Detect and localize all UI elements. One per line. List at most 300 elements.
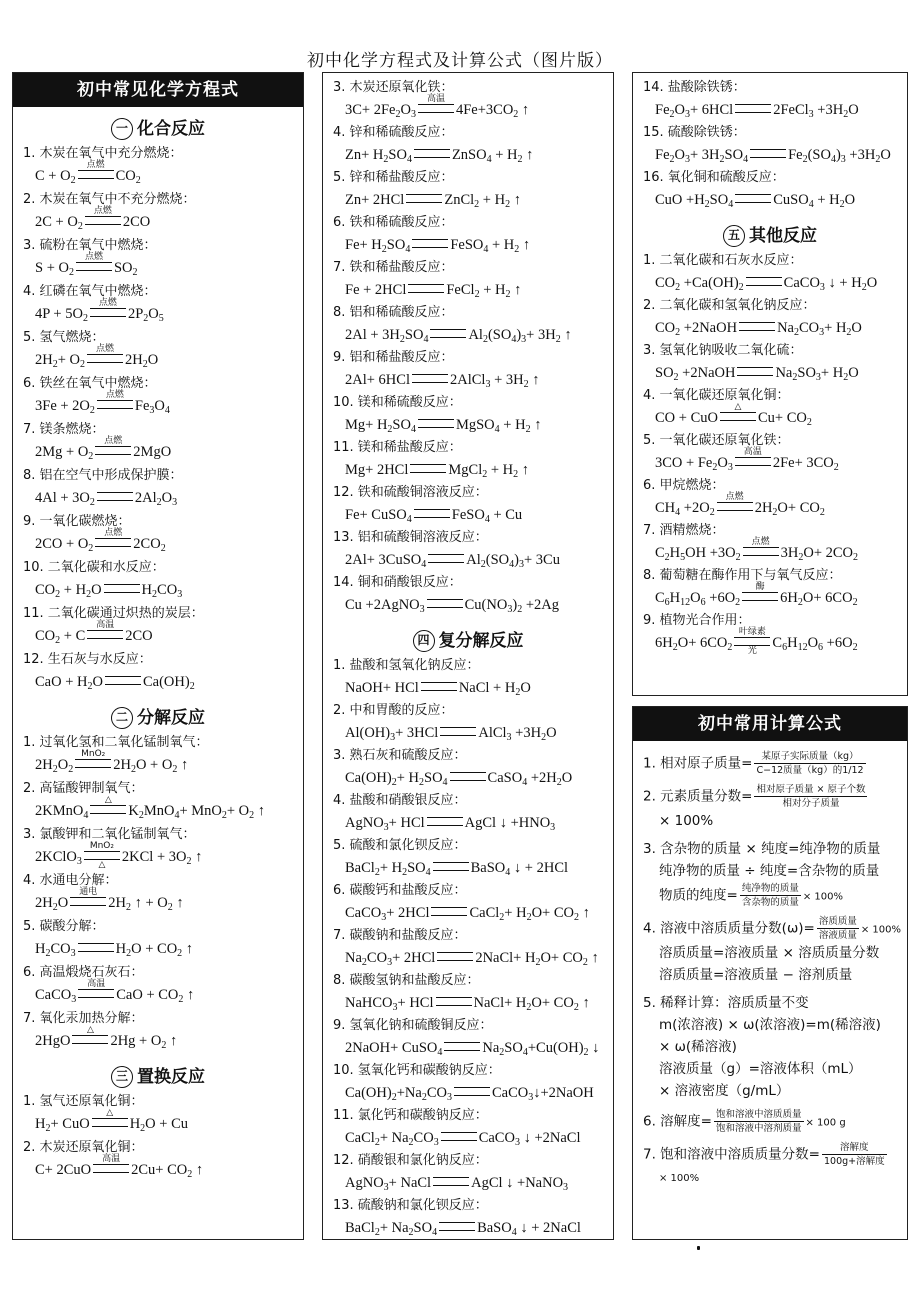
subscript: 2: [80, 359, 86, 370]
formula-list: [633, 741, 907, 1193]
subscript: 3: [514, 1137, 520, 1148]
reaction-item: [13, 605, 303, 650]
reaction-title: 9. 一氧化碳燃烧：: [23, 514, 131, 529]
fraction-denominator: 饱和溶液中溶剂质量: [715, 1123, 802, 1134]
reaction-item: [13, 283, 303, 328]
reaction-title: 4. 盐酸和硝酸银反应：: [333, 793, 467, 808]
subscript: 2: [374, 1137, 380, 1148]
reaction-equation: $CO_2 +Ca(OH)_2$ CaCO$_3$ ↓ + $H_2O$: [655, 275, 878, 293]
subscript: 3: [381, 912, 387, 923]
reaction-equation: $3Fe + 2O_2$ 点燃 $Fe_3O_4$: [35, 390, 170, 416]
reaction-item: [323, 259, 613, 304]
reaction-title: 4. 一氧化碳还原氧化铜：: [643, 388, 790, 403]
subscript: 2: [374, 867, 380, 878]
formula-solubility: [633, 1105, 907, 1138]
subscript: 2: [517, 154, 523, 165]
subscript: 2: [517, 604, 523, 615]
reaction-condition: △: [86, 1025, 94, 1035]
subscript: 4: [483, 244, 489, 255]
formula-tail: × 100%: [860, 924, 901, 936]
reaction-item: [323, 882, 613, 927]
reaction-title: 6. 铁和稀硫酸反应：: [333, 215, 454, 230]
formula-purity: [633, 835, 907, 912]
reaction-equation: CaO + $H_2O$ $Ca(OH)_2$: [35, 674, 195, 692]
reaction-item: [633, 522, 907, 567]
reaction-title: 10. 氢氧化钙和碳酸钠反应：: [333, 1063, 501, 1078]
subscript: 2: [798, 552, 804, 563]
equals-sign: [76, 252, 112, 271]
reaction-equation: 2KClO$_3$ MnO₂ △ $2KCl + 3O_2$ ↑: [35, 841, 203, 870]
reaction-item: [13, 559, 303, 604]
subscript: 2: [735, 597, 741, 608]
subscript: 2: [221, 810, 227, 821]
reaction-condition: 点燃: [104, 528, 123, 538]
reaction-equation: $C + O_2$ 点燃 $CO_2$: [35, 160, 141, 186]
reaction-equation: $2Al + 3H_2SO_4$ $Al_2(SO_4)_3+ 3H_2$ ↑: [345, 327, 572, 345]
stray-mark: [697, 1246, 700, 1250]
subscript: 2: [514, 244, 520, 255]
subscript: 3: [528, 1092, 534, 1103]
subscript: 5: [158, 313, 164, 324]
fraction-denominator: 溶液质量: [818, 930, 857, 941]
reaction-item: [13, 1010, 303, 1055]
equals-sign: [430, 329, 466, 338]
reaction-condition: △: [734, 402, 742, 412]
reaction-item: [633, 612, 907, 657]
equals-sign: [717, 492, 753, 511]
reaction-item: [13, 780, 303, 825]
reaction-item: [13, 918, 303, 963]
subscript: 4: [522, 1047, 528, 1058]
reaction-equation: Mg+ 2HCl MgCl$_2$ + $H_2$ ↑: [345, 462, 529, 480]
reaction-item: [13, 145, 303, 190]
equals-sign: [410, 464, 446, 473]
equals-sign: [450, 772, 486, 781]
column-right-top: [632, 72, 908, 696]
subscript: 2: [793, 327, 799, 338]
reaction-item: [323, 394, 613, 439]
formula-line: 3. 含杂物的质量 × 纯度=纯净物的质量: [643, 841, 881, 857]
formula-tail: × 100%: [659, 813, 714, 829]
subscript: 2: [505, 199, 511, 210]
subscript: 4: [743, 154, 749, 165]
subscript: 2: [178, 994, 184, 1005]
equals-sign: [739, 322, 775, 331]
subscript: 3: [840, 154, 846, 165]
reaction-equation: $Fe_2O_3+ 6HCl$ 2FeCl$_3$ $+3H_2O$: [655, 102, 859, 120]
subscript: 2: [719, 154, 725, 165]
column-right-formulas: [632, 706, 908, 1240]
reaction-equation: CaCO$_3$+ 2HCl CaCl$_2$+ $H_2O+ CO_2$ ↑: [345, 905, 590, 923]
reaction-title: 4. 水通电分解：: [23, 873, 118, 888]
subscript: 2: [482, 469, 488, 480]
reaction-item: [13, 1139, 303, 1184]
subscript: 3: [815, 372, 821, 383]
formula-line: 纯净物的质量 ÷ 纯度=含杂物的质量: [659, 863, 880, 879]
formula-relative-atomic-mass: [633, 747, 907, 780]
subscript: 3: [485, 379, 491, 390]
reaction-title: 10. 镁和稀硫酸反应：: [333, 395, 462, 410]
reaction-equation: $Fe_2O_3+ 3H_2SO_4$ $Fe_2(SO_4)_3 +3H_2O$: [655, 147, 891, 165]
reaction-equation: $Fe+ H_2SO_4$ FeSO$_4$ + $H_2$ ↑: [345, 237, 531, 255]
section-heading: [633, 221, 907, 247]
subscript: 4: [423, 334, 429, 345]
equals-sign: [75, 749, 111, 768]
reaction-title: 6. 高温煅烧石灰石：: [23, 965, 144, 980]
reaction-item: [633, 342, 907, 387]
reaction-equation: $H_2CO_3$ $H_2O + CO_2$ ↑: [35, 941, 194, 959]
subscript: 2: [525, 424, 531, 435]
reaction-title: 4. 红磷在氧气中燃烧：: [23, 284, 157, 299]
subscript: 6: [700, 597, 706, 608]
formula-tail: × 100 g: [805, 1117, 846, 1129]
section-heading: [13, 114, 303, 140]
subscript: 3: [550, 822, 556, 833]
subscript: 3: [684, 109, 690, 120]
reaction-title: 9. 铝和稀盐酸反应：: [333, 350, 454, 365]
equals-sign: [87, 344, 123, 363]
equals-sign: [743, 537, 779, 556]
subscript: 2: [399, 334, 405, 345]
reaction-equation: $CH_4 +2O_2$ 点燃 $2H_2O+ CO_2$: [655, 492, 825, 518]
subscript: 2: [391, 1092, 397, 1103]
subscript: 3: [410, 109, 416, 120]
subscript: 2: [738, 282, 744, 293]
reaction-title: 5. 硫酸和氯化钡反应：: [333, 838, 467, 853]
section-heading: [13, 703, 303, 729]
fraction-denominator: 100g+溶解度: [823, 1156, 885, 1167]
subscript: 2: [802, 154, 808, 165]
reaction-item: [323, 1062, 613, 1107]
reaction-equation: $3CO + Fe_2O_3$ 高温 $2Fe+ 3CO_2$: [655, 447, 839, 473]
subscript: 2: [381, 244, 387, 255]
subscript: 2: [541, 732, 547, 743]
subscript: 4: [509, 559, 515, 570]
subscript: 2: [573, 1002, 579, 1013]
subscript: 3: [149, 405, 155, 416]
equals-sign: [737, 367, 773, 376]
formula-tail: × 100%: [802, 891, 843, 903]
reaction-item: [13, 191, 303, 236]
formula-label: 7. 饱和溶液中溶质质量分数=: [643, 1146, 820, 1163]
reaction-item: [13, 467, 303, 512]
reaction-equation: $2H_2O$ 通电 $2H_2$ ↑ + $O_2$ ↑: [35, 887, 184, 913]
subscript: 2: [669, 154, 675, 165]
reaction-equation: $2CO + O_2$ 点燃 $2CO_2$: [35, 528, 166, 554]
subscript: 3: [71, 994, 77, 1005]
reaction-item: [323, 349, 613, 394]
reaction-equation: $H_2+$ CuO △ $H_2O + Cu$: [35, 1108, 188, 1134]
subscript: 2: [672, 642, 678, 653]
reaction-title: 13. 硫酸钠和氯化钡反应：: [333, 1198, 488, 1213]
fraction-denominator: 含杂物的质量: [741, 897, 799, 908]
formula-line: 溶质质量=溶液质量 × 溶质质量分数: [659, 945, 880, 961]
equals-sign: [421, 682, 457, 691]
subscript: 2: [839, 199, 845, 210]
reaction-equation: $C_6H_{12}O_6 +6O_2$ 酶 $6H_2O+ 6CO_2$: [655, 582, 858, 608]
reaction-condition: 高温: [426, 94, 445, 104]
fraction-denominator: C−12质量（kg）的1/12: [756, 765, 864, 776]
reaction-condition: 点燃: [96, 344, 115, 354]
reaction-item: [323, 657, 613, 702]
reaction-item: [323, 304, 613, 349]
subscript: 2: [361, 957, 367, 968]
reaction-condition: 点燃: [98, 298, 117, 308]
reaction-equation: 2Al+ 3CuSO$_4$ $Al_2(SO_4)_3+ 3Cu$: [345, 552, 560, 570]
reaction-title: 3. 氯酸钾和二氧化锰制氧气：: [23, 827, 196, 842]
equals-sign: [735, 447, 771, 466]
subscript: 3: [383, 1182, 389, 1193]
subscript: 2: [555, 334, 561, 345]
reaction-title: 2. 高锰酸钾制氧气：: [23, 781, 144, 796]
fraction-numerator: 饱和溶液中溶质质量: [715, 1109, 802, 1120]
page-title: 初中化学方程式及计算公式（图片版）: [307, 51, 613, 71]
equals-sign: [90, 795, 126, 814]
formula-dilution: [633, 989, 907, 1105]
subscript: 3: [684, 154, 690, 165]
subscript: 2: [45, 948, 51, 959]
reaction-equation: BaCl$_2$+ $H_2SO_4$ BaSO$_4$ ↓ + 2HCl: [345, 860, 569, 878]
reaction-title: 8. 铝和稀硫酸反应：: [333, 305, 454, 320]
subscript: 2: [189, 681, 195, 692]
subscript: 2: [582, 957, 588, 968]
subscript: 2: [88, 543, 94, 554]
reaction-item: [323, 1107, 613, 1152]
fraction-numerator: 溶解度: [822, 1141, 887, 1155]
subscript: 3: [808, 109, 814, 120]
subscript: 4: [421, 559, 427, 570]
formula-tail: × 100%: [659, 1173, 700, 1184]
subscript: 2: [712, 462, 718, 473]
reaction-equation: $2C + O_2$ 点燃 2CO: [35, 206, 151, 232]
formula-label: 6. 溶解度=: [643, 1113, 712, 1130]
subscript: 2: [77, 221, 83, 232]
reaction-item: [633, 432, 907, 477]
reaction-condition: MnO₂: [81, 749, 106, 759]
subscript: 3: [392, 1002, 398, 1013]
subscript: 2: [852, 597, 858, 608]
subscript: 4: [432, 1227, 438, 1238]
subscript: 2: [875, 154, 881, 165]
subscript: 2: [167, 902, 173, 913]
reaction-title: 1. 二氧化碳和石灰水反应：: [643, 253, 803, 268]
reaction-title: 7. 氧化汞加热分解：: [23, 1011, 144, 1026]
equals-sign: [742, 582, 778, 601]
subscript: 2: [52, 764, 58, 775]
subscript: 4: [675, 507, 681, 518]
reaction-item: [13, 513, 303, 558]
reaction-equation: BaCl$_2$+ $Na_2SO_4$ BaSO$_4$ ↓ + 2NaCl: [345, 1220, 581, 1238]
reaction-equation: $C_2H_5OH +3O_2$ 点燃 $3H_2O+ 2CO_2$: [655, 537, 859, 563]
subscript: 2: [797, 597, 803, 608]
subscript: 3: [390, 732, 396, 743]
subscript: 2: [419, 777, 424, 788]
subscript: 2: [391, 777, 397, 788]
equals-sign: [436, 997, 472, 1006]
equals-sign: [93, 1154, 129, 1173]
equals-sign: [444, 1042, 480, 1051]
reaction-item: [13, 375, 303, 420]
reaction-title: 2. 木炭在氧气中不充分燃烧：: [23, 192, 196, 207]
subscript: 3: [727, 462, 733, 473]
equation-list-left: [13, 114, 303, 1184]
reaction-title: 12. 生石灰与水反应：: [23, 652, 152, 667]
equals-sign: [414, 149, 450, 158]
reaction-condition: 点燃: [104, 436, 123, 446]
reaction-title: 1. 过氧化氢和二氧化锰制氧气：: [23, 735, 209, 750]
reaction-condition: △: [104, 795, 112, 805]
reaction-item: [13, 421, 303, 466]
column-left: [12, 72, 304, 1240]
subscript: 2: [556, 777, 562, 788]
subscript: 2: [499, 912, 505, 923]
reaction-equation: NaHCO$_3$+ HCl NaCl+ $H_2O+ CO_2$ ↑: [345, 995, 590, 1013]
subscript: 2: [526, 1002, 532, 1013]
reaction-equation: $SO_2$ +2NaOH $Na_2SO_3+ H_2O$: [655, 365, 859, 383]
subscript: 2: [125, 902, 131, 913]
subscript: 2: [408, 1137, 414, 1148]
reaction-item: [13, 826, 303, 871]
equals-sign: [750, 149, 786, 158]
equals-sign: [90, 298, 126, 317]
subscript: 4: [174, 810, 180, 821]
reaction-item: [323, 792, 613, 837]
reaction-title: 1. 木炭在氧气中充分燃烧：: [23, 146, 183, 161]
subscript: 2: [68, 267, 74, 278]
reaction-title: 4. 锌和稀硫酸反应：: [333, 125, 454, 140]
subscript: 2: [89, 497, 95, 508]
fraction-numerator: 某原子实际质量（kg）: [754, 750, 865, 764]
reaction-item: [323, 972, 613, 1017]
subscript: 2: [130, 764, 136, 775]
subscript: 4: [494, 424, 500, 435]
reaction-title: 12. 硝酸银和氯化钠反应：: [333, 1153, 488, 1168]
reaction-equation: CuO $+H_2SO_4$ CuSO$_4$ + $H_2O$: [655, 192, 856, 210]
reaction-title: 3. 木炭还原氧化铁：: [333, 80, 454, 95]
reaction-equation: $Al(OH)_3+ 3HCl$ AlCl$_3$ $+3H_2O$: [345, 725, 557, 743]
subscript: 2: [186, 856, 192, 867]
reaction-equation: $4Al + 3O_2$ $2Al_2O_3$: [35, 490, 178, 508]
subscript: 2: [161, 1040, 167, 1051]
reaction-condition-below: 光: [747, 646, 757, 656]
fraction: [754, 750, 865, 777]
reaction-title: 7. 酒精燃烧：: [643, 523, 725, 538]
subscript: 4: [505, 867, 511, 878]
equals-sign: [84, 841, 120, 870]
subscript: 2: [126, 948, 132, 959]
reaction-equation: CO + CuO △ $Cu+ CO_2$: [655, 402, 812, 428]
equals-sign: [408, 284, 444, 293]
reaction-condition: 叶绿素: [738, 627, 766, 637]
subscript: 2: [52, 902, 58, 913]
reaction-condition: 通电: [79, 887, 98, 897]
subscript: 2: [408, 1227, 414, 1238]
reaction-item: [323, 79, 613, 124]
subscript: 3: [819, 327, 825, 338]
subscript: 2: [523, 379, 529, 390]
subscript: 2: [583, 1047, 589, 1058]
equals-sign: [735, 104, 771, 113]
reaction-condition: 点燃: [725, 492, 744, 502]
reaction-item: [323, 747, 613, 792]
reaction-equation: Zn+ 2HCl ZnCl$_2$ + $H_2$ ↑: [345, 192, 521, 210]
reaction-equation: C+ 2CuO 高温 $2Cu+ CO_2$ ↑: [35, 1154, 204, 1180]
formula-label: 2. 元素质量分数=: [643, 788, 753, 805]
subscript: 6: [664, 597, 670, 608]
subscript: 2: [138, 810, 144, 821]
reaction-equation: $3C+ 2Fe_2O_3$ 高温 $4Fe+3CO_2$ ↑: [345, 94, 530, 120]
reaction-title: 1. 盐酸和氢氧化钠反应：: [333, 658, 480, 673]
fraction: [714, 1108, 804, 1135]
subscript: 2: [45, 1123, 51, 1134]
equals-sign: [437, 952, 473, 961]
reaction-condition: 酶: [755, 582, 765, 592]
reaction-condition: 高温: [743, 447, 762, 457]
subscript: 2: [846, 327, 852, 338]
equals-sign: [412, 239, 448, 248]
equals-sign: [72, 1025, 108, 1044]
reaction-item: [633, 477, 907, 522]
equals-sign: [70, 887, 106, 906]
reaction-equation: $6H_2O+ 6CO_2$ 叶绿素 光 $C_6H_{12}O_6 +6O_2$: [655, 627, 858, 656]
subscript: 3: [563, 1182, 569, 1193]
subscript: 2: [833, 462, 839, 473]
subscript: 2: [709, 507, 715, 518]
reaction-equation: $Ca(OH)_2+ H_2SO_4$ CaSO$_4$ $+2H_2O$: [345, 770, 573, 788]
equals-sign: [92, 1108, 128, 1127]
reaction-item: [323, 702, 613, 747]
reaction-condition-below: △: [98, 860, 106, 870]
subscript: 2: [160, 543, 166, 554]
equals-sign: [105, 676, 141, 685]
subscript: 2: [474, 289, 480, 300]
reaction-equation: $S + O_2$ 点燃 $SO_2$: [35, 252, 138, 278]
reaction-item: [633, 124, 907, 169]
section-number-badge: 三: [111, 1066, 133, 1088]
subscript: 2: [792, 372, 798, 383]
subscript: 3: [387, 957, 393, 968]
equals-sign: [454, 1087, 490, 1096]
subscript: 2: [505, 289, 511, 300]
subscript: 2: [383, 154, 389, 165]
formula-solution-mass-fraction: [633, 912, 907, 989]
reaction-item: [633, 567, 907, 612]
section-title: 复分解反应: [438, 631, 524, 651]
reaction-equation: Fe + 2HCl FeCl$_2$ + $H_2$ ↑: [345, 282, 522, 300]
reaction-equation: $Mg+ H_2SO_4$ MgSO$_4$ + $H_2$ ↑: [345, 417, 542, 435]
reaction-title: 15. 硫酸除铁锈：: [643, 125, 746, 140]
subscript: 2: [55, 589, 61, 600]
subscript: 4: [830, 154, 836, 165]
subscript: 12: [680, 597, 691, 608]
equation-list-middle: [323, 73, 613, 1240]
reaction-equation: Fe+ CuSO$_4$ FeSO$_4$ + Cu: [345, 507, 523, 525]
reaction-item: [323, 1152, 613, 1197]
subscript: 2: [142, 359, 148, 370]
subscript: 4: [484, 514, 490, 525]
reaction-item: [13, 329, 303, 374]
subscript: 2: [727, 642, 733, 653]
subscript: 2: [669, 109, 675, 120]
subscript: 2: [86, 589, 92, 600]
subscript: 2: [87, 681, 93, 692]
subscript: 2: [132, 267, 138, 278]
reaction-equation: 2NaOH+ CuSO$_4$ $Na_2SO_4+Cu(OH)_2$ ↓: [345, 1040, 600, 1058]
reaction-item: [633, 169, 907, 214]
subscript: 3: [518, 559, 524, 570]
subscript: 2: [474, 199, 480, 210]
reaction-item: [13, 872, 303, 917]
